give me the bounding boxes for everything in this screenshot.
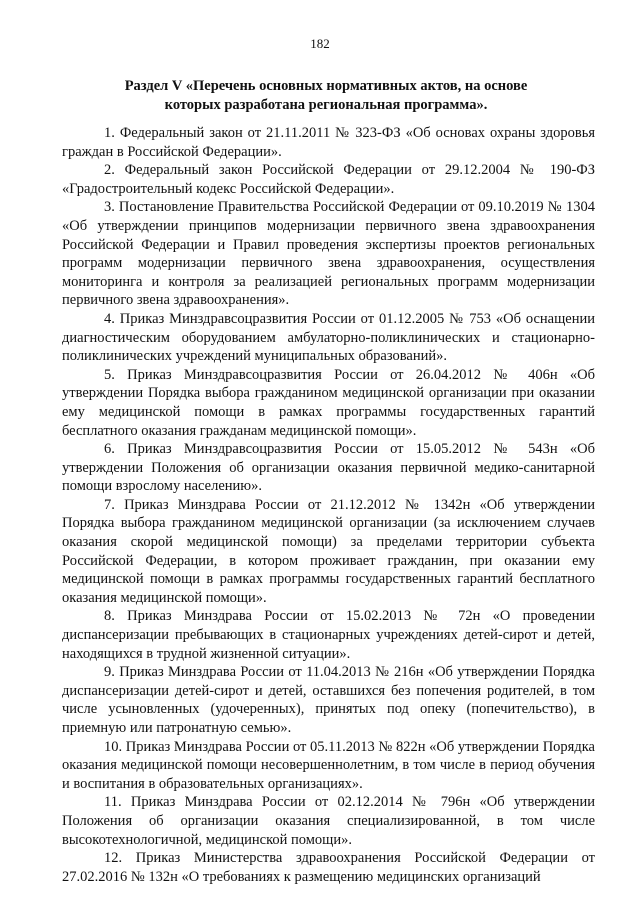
- list-item: 10. Приказ Минздрава России от 05.11.2013 № 822н «Об утверждении Порядка оказания медицинской помощи несовершеннолетним, в том числе в период обучения и воспитания в образовательных организациях».: [62, 738, 595, 792]
- page-number: 182: [310, 36, 330, 51]
- list-item: 7. Приказ Минздрава России от 21.12.2012 № 1342н «Об утверждении Порядка выбора гражданином медицинской организации (за исключением случаев оказания скорой медицинской помощи) за пределами территории субъекта Российской Федерации, в котором проживает гражданин, при оказании ему медицинской помощи в рамках программы государственных гарантий бесплатного оказания медицинской помощи».: [62, 496, 595, 606]
- regulatory-acts-list: [62, 124, 595, 886]
- section-title-line-2: которых разработана региональная программа».: [164, 97, 488, 113]
- list-item: 5. Приказ Минздравсоцразвития России от 26.04.2012 № 406н «Об утверждении Порядка выбора гражданином медицинской организации при оказании ему медицинской помощи в рамках программы государственных гарантий бесплатного оказания гражданам медицинской помощи».: [62, 366, 595, 439]
- section-title-line-1: Раздел V «Перечень основных нормативных актов, на основе: [124, 78, 528, 94]
- list-item: 6. Приказ Минздравсоцразвития России от 15.05.2012 № 543н «Об утверждении Положения об организации оказания первичной медико-санитарной помощи взрослому населению».: [62, 441, 595, 495]
- list-item: 1. Федеральный закон от 21.11.2011 № 323-ФЗ «Об основах охраны здоровья граждан в Российской Федерации».: [62, 125, 595, 160]
- list-item: 9. Приказ Минздрава России от 11.04.2013 № 216н «Об утверждении Порядка диспансеризации детей-сирот и детей, оставшихся без попечения родителей, в том числе усыновленных (удочеренных), принятых под опеку (попечительство), в приемную или патронатную семью».: [62, 664, 595, 736]
- list-item: 2. Федеральный закон Российской Федерации от 29.12.2004 № 190-ФЗ «Градостроительный кодекс Российской Федерации».: [62, 162, 595, 197]
- list-item: 11. Приказ Минздрава России от 02.12.2014 № 796н «Об утверждении Положения об организации оказания специализированной, в том числе высокотехнологичной, медицинской помощи».: [62, 794, 595, 848]
- list-item: 8. Приказ Минздрава России от 15.02.2013 № 72н «О проведении диспансеризации пребывающих в стационарных учреждениях детей-сирот и детей, находящихся в трудной жизненной ситуации».: [62, 608, 595, 662]
- list-item: 3. Постановление Правительства Российской Федерации от 09.10.2019 № 1304 «Об утверждении принципов модернизации первичного звена здравоохранения Российской Федерации и Правил проведения экспертизы проектов региональных программ модернизации первичного звена здравоохранения, осуществления мониторинга и контроля за реализацией региональных программ модернизации первичного звена здравоохранения».: [62, 199, 595, 309]
- list-item: 12. Приказ Министерства здравоохранения Российской Федерации от 27.02.2016 № 132н «О требованиях к размещению медицинских организаций: [62, 850, 595, 885]
- section-title: [62, 77, 590, 115]
- list-item: 4. Приказ Минздравсоцразвития России от 01.12.2005 № 753 «Об оснащении диагностическим оборудованием амбулаторно-поликлинических и стационарно-поликлинических учреждений муниципальных образований».: [62, 310, 595, 365]
